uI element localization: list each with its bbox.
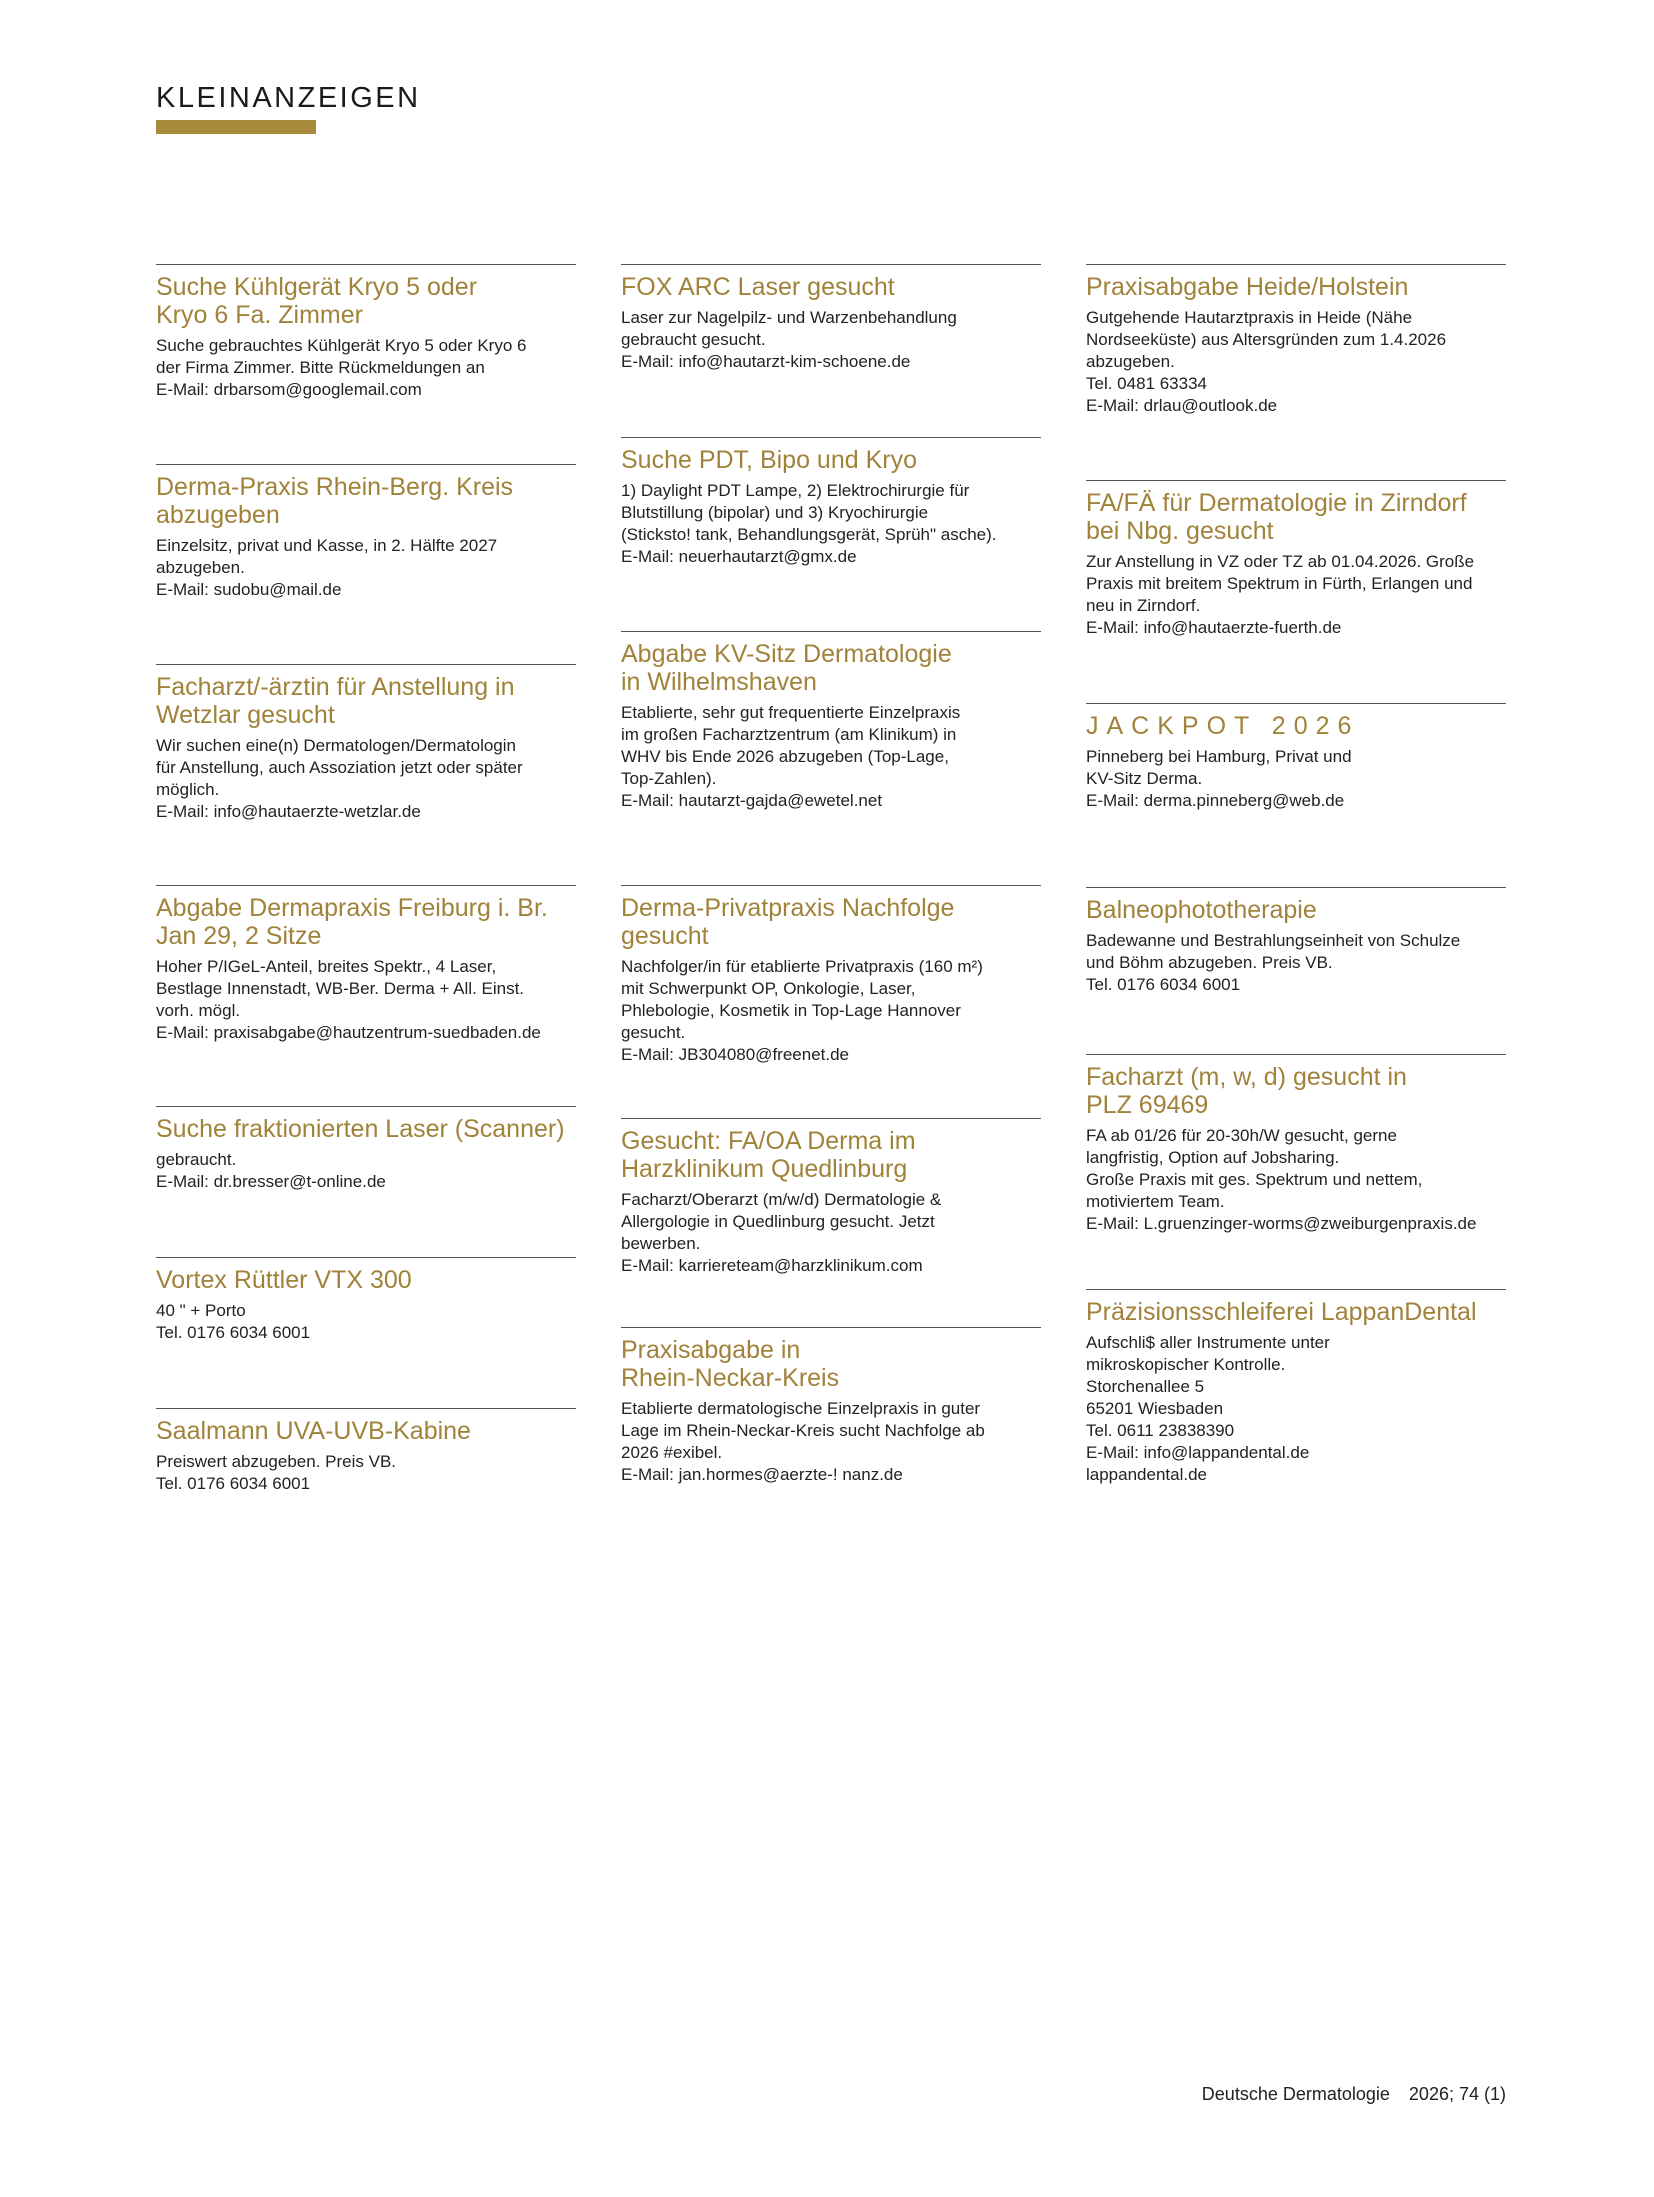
ad-title: Praxisabgabe Heide/Holstein xyxy=(1086,273,1409,301)
classified-ad xyxy=(156,664,576,885)
ad-title: Vortex Rüttler VTX 300 xyxy=(156,1266,412,1294)
ad-column-2 xyxy=(621,264,1041,1506)
page-footer xyxy=(1188,2084,1506,2105)
ad-body: Aufschli$ aller Instrumente unter mikroskopischer Kontrolle. Storchenallee 5 65201 Wiesbaden Tel. 0611 23838390 E-Mail: info@lappandental.de lappandental.de xyxy=(1086,1333,1330,1484)
classified-ad xyxy=(1086,264,1506,480)
classified-ad xyxy=(156,1257,576,1408)
classified-ad xyxy=(621,1327,1041,1506)
ad-column-1 xyxy=(156,264,576,1517)
ad-title: JACKPOT 2026 xyxy=(1086,712,1360,740)
ad-body: Etablierte, sehr gut frequentierte Einzelpraxis im großen Facharztzentrum (am Klinikum) in WHV bis Ende 2026 abzugeben (Top-Lage, Top-Zahlen). E-Mail: hautarzt-gajda@ewetel.net xyxy=(621,703,961,810)
section-accent-bar xyxy=(156,120,316,134)
classified-ad xyxy=(1086,703,1506,887)
ad-body: Badewanne und Bestrahlungseinheit von Schulze und Böhm abzugeben. Preis VB. Tel. 0176 6034 6001 xyxy=(1086,931,1461,994)
ad-body: Hoher P/IGeL-Anteil, breites Spektr., 4 Laser, Bestlage Innenstadt, WB-Ber. Derma + All. Einst. vorh. mögl. E-Mail: praxisabgabe@hautzentrum-suedbaden.de xyxy=(156,957,541,1042)
ad-title: Praxisabgabe in Rhein-Neckar-Kreis xyxy=(621,1336,840,1392)
classified-ad xyxy=(621,631,1041,885)
classified-ad xyxy=(156,264,576,464)
classified-ad xyxy=(156,885,576,1106)
ad-body: Pinneberg bei Hamburg, Privat und KV-Sitz Derma. E-Mail: derma.pinneberg@web.de xyxy=(1086,747,1352,810)
ad-body: Nachfolger/in für etablierte Privatpraxis (160 m²) mit Schwerpunkt OP, Onkologie, Laser, Phlebologie, Kosmetik in Top-Lage Hannover gesucht. E-Mail: JB304080@freenet.de xyxy=(621,957,983,1064)
classified-ad xyxy=(1086,887,1506,1054)
ad-title: Präzisionsschleiferei LappanDental xyxy=(1086,1298,1477,1326)
ad-title: Derma-Praxis Rhein-Berg. Kreis abzugeben xyxy=(156,473,514,529)
classified-ad xyxy=(621,437,1041,631)
ad-body: Preiswert abzugeben. Preis VB. Tel. 0176 6034 6001 xyxy=(156,1452,397,1493)
ad-title: FOX ARC Laser gesucht xyxy=(621,273,895,301)
ad-title: Abgabe Dermapraxis Freiburg i. Br. Jan 29, 2 Sitze xyxy=(156,894,548,950)
classified-ad xyxy=(621,885,1041,1118)
ad-body: 1) Daylight PDT Lampe, 2) Elektrochirurgie für Blutstillung (bipolar) und 3) Kryochirurgie (Sticksto! tank, Behandlungsgerät, Sprüh" asche). E-Mail: neuerhautarzt@gmx.de xyxy=(621,481,997,566)
ad-title: FA/FÄ für Dermatologie in Zirndorf bei Nbg. gesucht xyxy=(1086,489,1467,545)
ad-body: Suche gebrauchtes Kühlgerät Kryo 5 oder Kryo 6 der Firma Zimmer. Bitte Rückmeldungen an E-Mail: drbarsom@googlemail.com xyxy=(156,336,527,399)
ad-body: Laser zur Nagelpilz- und Warzenbehandlung gebraucht gesucht. E-Mail: info@hautarzt-kim-schoene.de xyxy=(621,308,957,371)
classified-ad xyxy=(1086,1054,1506,1289)
ad-body: Einzelsitz, privat und Kasse, in 2. Hälfte 2027 abzugeben. E-Mail: sudobu@mail.de xyxy=(156,536,498,599)
ad-body: Zur Anstellung in VZ oder TZ ab 01.04.2026. Große Praxis mit breitem Spektrum in Fürth, Erlangen und neu in Zirndorf. E-Mail: info@hautaerzte-fuerth.de xyxy=(1086,552,1475,637)
ad-title: Suche fraktionierten Laser (Scanner) xyxy=(156,1115,565,1143)
ad-title: Balneophototherapie xyxy=(1086,896,1317,924)
ad-title: Suche Kühlgerät Kryo 5 oder Kryo 6 Fa. Zimmer xyxy=(156,273,478,329)
ad-title: Facharzt/-ärztin für Anstellung in Wetzlar gesucht xyxy=(156,673,515,729)
ad-body: Etablierte dermatologische Einzelpraxis in guter Lage im Rhein-Neckar-Kreis sucht Nachfolge ab 2026 #exibel. E-Mail: jan.hormes@aerzte-! nanz.de xyxy=(621,1399,985,1484)
ad-body: Gutgehende Hautarztpraxis in Heide (Nähe Nordseeküste) aus Altersgründen zum 1.4.2026 abzugeben. Tel. 0481 63334 E-Mail: drlau@outlook.de xyxy=(1086,308,1447,415)
issue-number: 2026; 74 (1) xyxy=(1408,2084,1506,2104)
ad-title: Abgabe KV-Sitz Dermatologie in Wilhelmshaven xyxy=(621,640,952,696)
ad-title: Facharzt (m, w, d) gesucht in PLZ 69469 xyxy=(1086,1063,1407,1119)
ad-title: Gesucht: FA/OA Derma im Harzklinikum Quedlinburg xyxy=(621,1127,916,1183)
ad-title: Derma-Privatpraxis Nachfolge gesucht xyxy=(621,894,955,950)
classified-ad xyxy=(156,1106,576,1257)
ad-body: Wir suchen eine(n) Dermatologen/Dermatologin für Anstellung, auch Assoziation jetzt oder später möglich. E-Mail: info@hautaerzte-wetzlar.de xyxy=(156,736,523,821)
journal-name: Deutsche Dermatologie xyxy=(1201,2084,1390,2104)
ad-body: FA ab 01/26 für 20-30h/W gesucht, gerne langfristig, Option auf Jobsharing. Große Praxis mit ges. Spektrum und nettem, motiviertem Team. E-Mail: L.gruenzinger-worms@zweiburgenpraxis.de xyxy=(1086,1126,1477,1233)
ad-body: 40 " + Porto Tel. 0176 6034 6001 xyxy=(156,1301,311,1342)
classified-ad xyxy=(621,264,1041,437)
ad-title: Suche PDT, Bipo und Kryo xyxy=(621,446,917,474)
section-title: KLEINANZEIGEN xyxy=(156,82,421,114)
classified-ad xyxy=(156,1408,576,1517)
ad-body: gebraucht. E-Mail: dr.bresser@t-online.de xyxy=(156,1150,386,1191)
section-header xyxy=(156,80,421,134)
classified-ad xyxy=(1086,1289,1506,1498)
classified-ad xyxy=(1086,480,1506,703)
ad-title: Saalmann UVA-UVB-Kabine xyxy=(156,1417,471,1445)
classified-ad xyxy=(621,1118,1041,1327)
ad-column-3 xyxy=(1086,264,1506,1498)
classified-ad xyxy=(156,464,576,664)
ad-body: Facharzt/Oberarzt (m/w/d) Dermatologie & Allergologie in Quedlinburg gesucht. Jetzt bewerben. E-Mail: karriereteam@harzklinikum.com xyxy=(621,1190,942,1275)
